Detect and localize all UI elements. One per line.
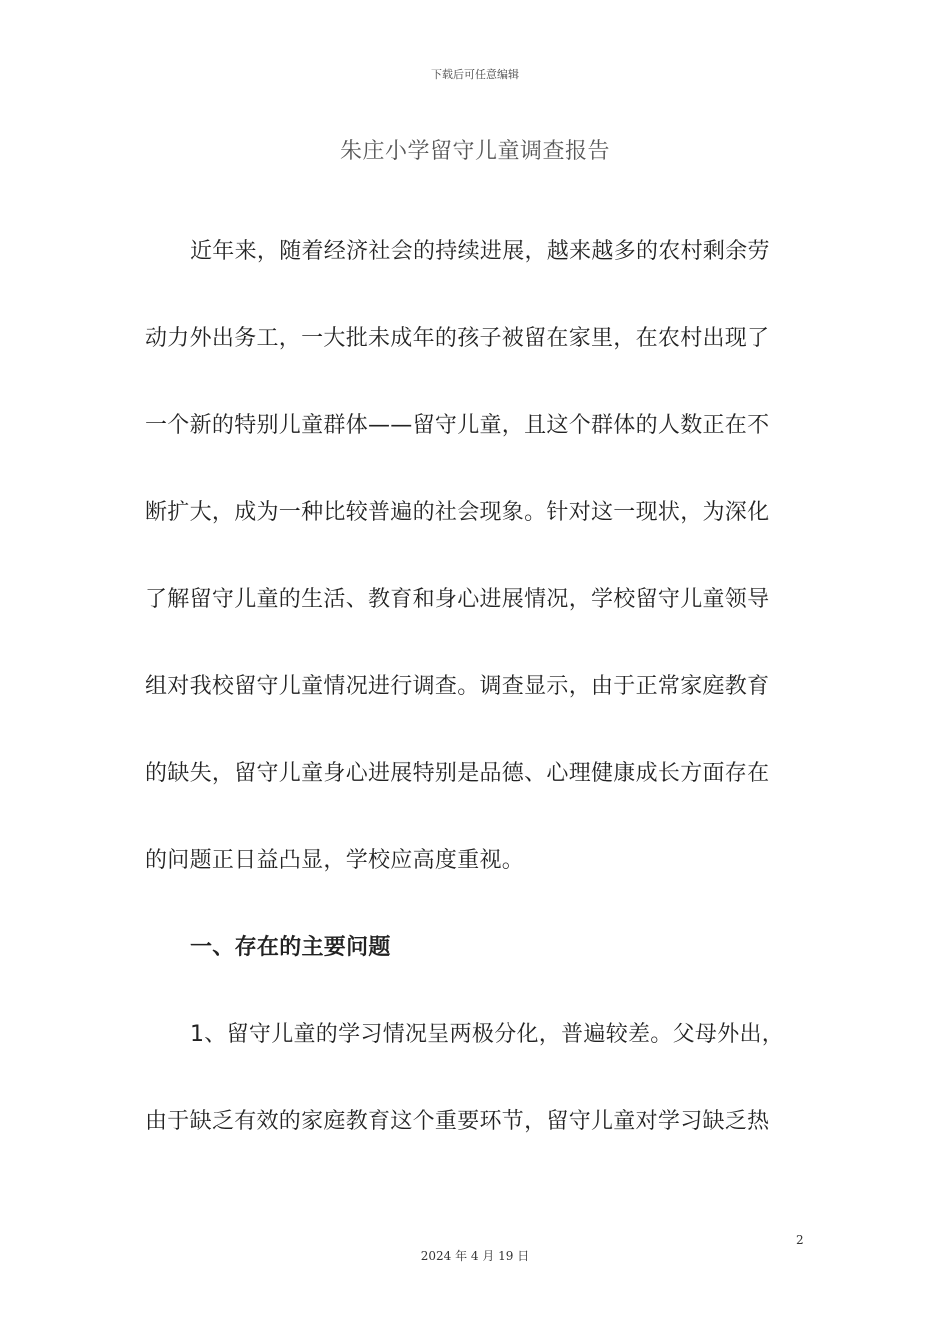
section-heading: 一、存在的主要问题 [190, 935, 391, 960]
paragraph-1-line-8: 的问题正日益凸显，学校应高度重视。 [145, 848, 525, 873]
paragraph-1-line-6: 组对我校留守儿童情况进行调查。调查显示，由于正常家庭教育 [145, 674, 770, 699]
page-number: 2 [796, 1233, 804, 1247]
paragraph-1-line-4: 断扩大，成为一种比较普遍的社会现象。针对这一现状，为深化 [145, 500, 770, 525]
paragraph-2-line-2: 由于缺乏有效的家庭教育这个重要环节，留守儿童对学习缺乏热 [145, 1109, 770, 1134]
paragraph-1-line-1: 近年来，随着经济社会的持续进展，越来越多的农村剩余劳 [190, 239, 770, 264]
paragraph-1-line-5: 了解留守儿童的生活、教育和身心进展情况，学校留守儿童领导 [145, 587, 770, 612]
paragraph-1-line-7: 的缺失，留守儿童身心进展特别是品德、心理健康成长方面存在 [145, 761, 770, 786]
paragraph-2-line-1: 1、留守儿童的学习情况呈两极分化，普遍较差。父母外出， [190, 1022, 785, 1047]
header-note: 下载后可任意编辑 [431, 68, 519, 81]
paragraph-1-line-3: 一个新的特别儿童群体——留守儿童，且这个群体的人数正在不 [145, 413, 770, 438]
paragraph-1-line-2: 动力外出务工，一大批未成年的孩子被留在家里，在农村出现了 [145, 326, 770, 351]
document-title: 朱庄小学留守儿童调查报告 [339, 139, 610, 164]
footer-date: 2024 年 4 月 19 日 [420, 1249, 530, 1263]
